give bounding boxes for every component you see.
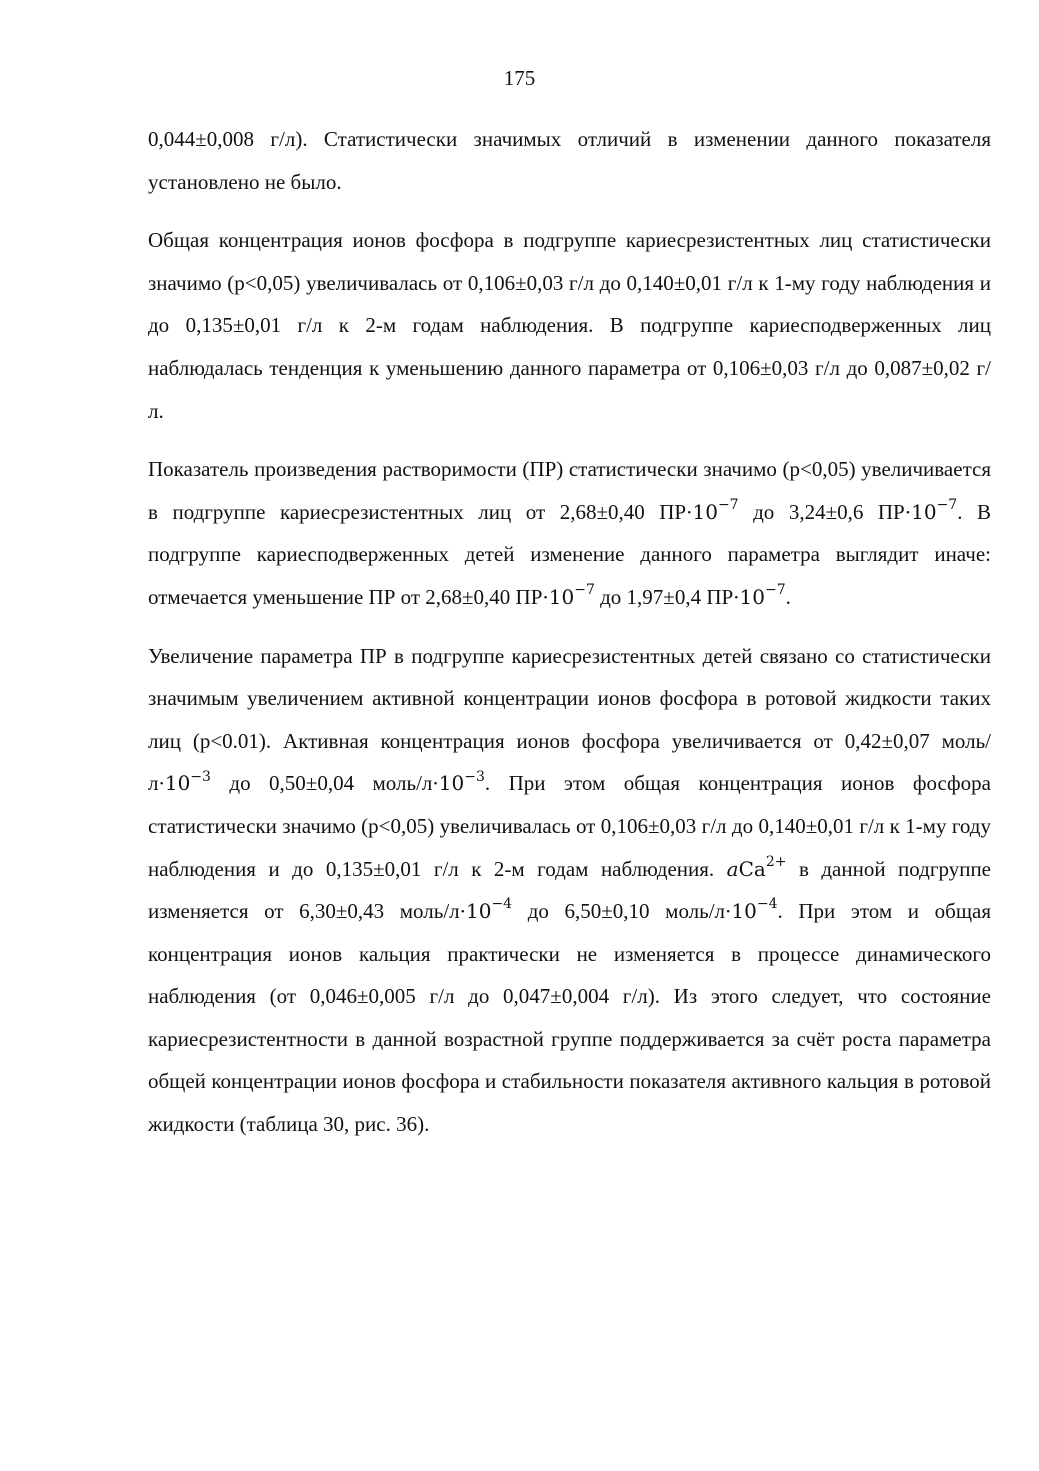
- math-base: ·10: [725, 899, 757, 924]
- math-exponent: −4: [756, 896, 778, 913]
- text-run: Увеличение параметра ПР в подгруппе кариесрезистентных детей связано со статистически значимым увеличением активной концентрации ионов фосфора в ротовой жидкости таких лиц (р<0.01). Активная концентрация ионов фосфора увеличивается от 0,42±0,07 моль/л: [148, 643, 991, 796]
- math-base: ·10: [904, 499, 937, 524]
- math-exponent: −3: [190, 768, 211, 785]
- math-base: Ca: [738, 856, 766, 881]
- math-exponent: −7: [717, 497, 739, 514]
- math-base: ·10: [542, 584, 575, 609]
- math-exponent: −7: [574, 582, 595, 599]
- text-run: 0,044±0,008 г/л). Статистически значимых отличий в изменении данного показателя установлено не было.: [148, 127, 991, 194]
- power-of-ten: [158, 768, 211, 796]
- math-exponent: −7: [936, 497, 958, 514]
- page-number: 175: [503, 66, 536, 90]
- text-run: . При этом общая концентрация ионов фосфора статистически значимо (р<0,05) увеличивалась от 0,106±0,03 г/л до 0,140±0,01 г/л к 1-му году наблюдения и до 0,135±0,01 г/л к 2-м годам наблюдения.: [148, 771, 991, 881]
- text-run: до 6,50±0,10 моль/л: [512, 899, 726, 924]
- text-run: до 3,24±0,6 ПР: [738, 499, 905, 524]
- math-base: ·10: [686, 499, 718, 524]
- math-base: ·10: [158, 771, 191, 796]
- math-base: ·10: [733, 584, 765, 609]
- power-of-ten: [432, 768, 485, 796]
- math-base: ·10: [432, 771, 465, 796]
- text-run: . При этом и общая концентрация ионов кальция практически не изменяется в процессе динамического наблюдения (от 0,046±0,005 г/л до 0,047±0,004 г/л). Из этого следует, что состояние кариесрезистентности в данной возрастной группе поддерживается за счёт роста параметра общей концентрации ионов фосфора и стабильности показателя активного кальция в ротовой жидкости (таблица 30, рис. 36).: [148, 899, 991, 1137]
- power-of-ten: [686, 497, 739, 524]
- math-exponent: −3: [464, 768, 485, 785]
- math-base: ·10: [459, 899, 492, 924]
- power-of-ten: [733, 582, 786, 609]
- math-exponent: −7: [764, 582, 786, 599]
- paragraph: [148, 219, 991, 432]
- text-run: до 0,50±0,04 моль/л: [210, 771, 433, 796]
- math-prefix: a: [726, 856, 739, 881]
- text-run: Показатель произведения растворимости (ПР) статистически значимо (р<0,05) увеличивается в подгруппе кариесрезистентных лиц от 2,68±0,40 ПР: [148, 457, 991, 524]
- paragraph: [148, 635, 991, 1146]
- text-run: в данной подгруппе изменяется от 6,30±0,43 моль/л: [148, 856, 991, 924]
- math-exponent: 2+: [765, 853, 787, 870]
- calcium-activity-symbol: [726, 853, 787, 881]
- paragraph: [148, 448, 991, 618]
- power-of-ten: [725, 896, 778, 924]
- power-of-ten: [542, 582, 595, 609]
- math-exponent: −4: [491, 896, 513, 913]
- text-run: .: [785, 584, 791, 609]
- text-run: до 1,97±0,4 ПР: [594, 584, 734, 609]
- paragraph: [148, 118, 991, 203]
- power-of-ten: [904, 497, 958, 524]
- power-of-ten: [459, 896, 513, 924]
- text-run: Общая концентрация ионов фосфора в подгруппе кариесрезистентных лиц статистически значимо (р<0,05) увеличивалась от 0,106±0,03 г/л до 0,140±0,01 г/л к 1-му году наблюдения и до 0,135±0,01 г/л к 2-м годам наблюдения. В подгруппе кариесподверженных лиц наблюдалась тенденция к уменьшению данного параметра от 0,106±0,03 г/л до 0,087±0,02 г/л.: [148, 228, 991, 423]
- document-body: [148, 118, 991, 1146]
- text-run: . В подгруппе кариесподверженных детей изменение данного параметра выглядит иначе: отмечается уменьшение ПР от 2,68±0,40 ПР: [148, 499, 991, 609]
